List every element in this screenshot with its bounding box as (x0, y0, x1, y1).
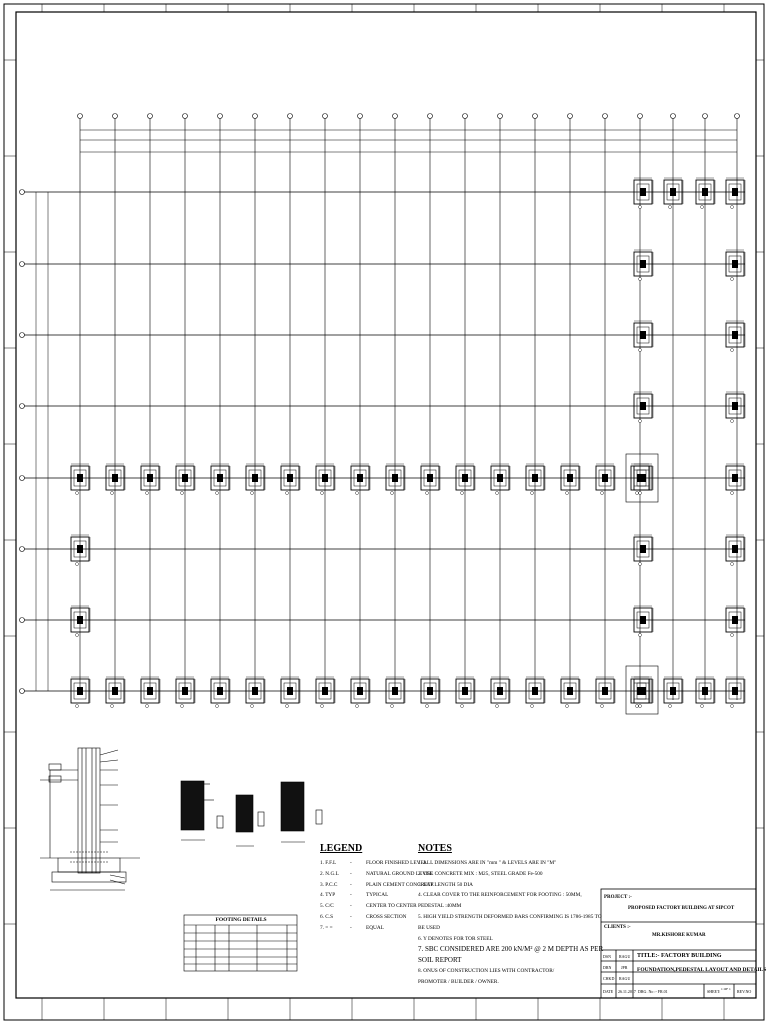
footing-pedestal (421, 677, 440, 708)
footing-pedestal (141, 677, 160, 708)
legend-item (320, 869, 434, 880)
footing-pedestal (726, 250, 745, 281)
grid-axis-horizontal (20, 262, 746, 267)
revision-number: REV.NO (737, 989, 752, 994)
legend-dash: - (350, 924, 352, 931)
legend-abbr: 2. N.G.L (320, 870, 339, 877)
footing-pedestal (281, 464, 300, 495)
drn-value: JPR (621, 965, 628, 970)
footing-pedestal (386, 464, 405, 495)
footing-pedestal (526, 464, 545, 495)
legend-dash: - (350, 870, 352, 877)
footing-pedestal (726, 464, 745, 495)
drawing-subtitle: FOUNDATION,PEDESTAL LAYOUT AND DETAILS (637, 967, 767, 973)
footing-pedestal (561, 464, 580, 495)
grid-axis-vertical (288, 114, 293, 692)
grid-axis-vertical (703, 114, 708, 701)
sheet-value: 1 OF 1 (721, 987, 731, 991)
grid-axis-vertical (323, 114, 328, 692)
footing-pedestal (246, 677, 265, 708)
note-item: 1. ALL DIMENSIONS ARE IN "mm " & LEVELS ARE IN "M" (418, 860, 557, 866)
grid-axis-vertical (358, 114, 363, 692)
footing-pedestal (596, 464, 615, 495)
grid-axis-vertical (671, 114, 676, 701)
footing-pedestal (634, 606, 653, 637)
date-label: DATE (603, 989, 614, 994)
footing-pedestal (211, 464, 230, 495)
clients-label: CLIENTS :- (604, 925, 631, 930)
footing-pedestal (561, 677, 580, 708)
grid-axis-vertical (148, 114, 153, 692)
note-item: 3. LAP LENGTH 50 DIA (418, 881, 473, 888)
footing-pedestal (696, 178, 715, 209)
footing-pedestal (726, 677, 745, 708)
grid-axis-vertical (183, 114, 188, 692)
grid-axis-horizontal (20, 333, 746, 338)
chkd-label: CHKD (603, 976, 615, 981)
legend-dash: - (350, 903, 352, 910)
foundation-plan (20, 114, 746, 715)
drn-label: DRN (603, 965, 612, 970)
footing-pedestal (71, 535, 90, 566)
dsn-value: RAGU (619, 954, 631, 959)
legend-item (320, 912, 434, 923)
footing-details-table (184, 915, 297, 971)
footing-pedestal (456, 464, 475, 495)
legend-title: LEGEND (320, 843, 363, 854)
footing-pedestal (634, 392, 653, 423)
legend-desc: FLOOR FINISHED LEVEL (366, 860, 427, 866)
legend-item (320, 890, 434, 901)
footing-pedestal (634, 535, 653, 566)
grid-axis-vertical (218, 114, 223, 692)
footing-pedestal (491, 677, 510, 708)
date-value: 26.11.2017 (618, 989, 636, 994)
grid-axis-vertical (113, 114, 118, 692)
footing-pedestal (71, 677, 90, 708)
dsn-label: DSN (603, 954, 612, 959)
legend-abbr: 1. F.F.L (320, 860, 337, 866)
footing-pedestal (526, 677, 545, 708)
notes-list (418, 858, 608, 988)
legend-list (320, 858, 434, 934)
pedestal-section-detail (40, 748, 140, 890)
note-item: 6. Y DENOTES FOR TOR STEEL (418, 935, 493, 942)
footing-pedestal (386, 677, 405, 708)
footing-pedestal (71, 606, 90, 637)
footing-pedestal (106, 464, 125, 495)
footing-pedestal (71, 464, 90, 495)
footing-pedestal (491, 464, 510, 495)
footing-pedestal (106, 677, 125, 708)
footing-pedestal (726, 535, 745, 566)
legend-desc: PLAIN CEMENT CONCRETE (366, 881, 434, 888)
legend-desc: TYPICAL (366, 892, 389, 899)
grid-axis-vertical (393, 114, 398, 692)
grid-axis-vertical (78, 114, 83, 692)
legend-item (320, 880, 434, 891)
footing-pedestal (726, 392, 745, 423)
footing-pedestal (176, 464, 195, 495)
grid-axis-vertical (463, 114, 468, 692)
client-name: MR.KISHORE KUMAR (652, 933, 706, 938)
note-item: 2. USE CONCRETE MIX : M25, STEEL GRADE Fe-500 (418, 870, 543, 877)
sheet-label: SHEET: (707, 989, 721, 994)
footing-pedestal (664, 677, 683, 708)
project-label: PROJECT :- (604, 895, 632, 900)
footing-pedestal (696, 677, 715, 708)
footing-pedestal (176, 677, 195, 708)
footing-pedestal (634, 321, 653, 352)
grid-axis-vertical (428, 114, 433, 692)
footing-pedestal (596, 677, 615, 708)
grid-axis-horizontal (20, 476, 746, 481)
grid-axis-horizontal (20, 689, 746, 694)
footing-pedestal (316, 464, 335, 495)
grid-axis-vertical (253, 114, 258, 692)
legend-abbr: 3. P.C.C (320, 881, 338, 888)
footing-pedestal (211, 677, 230, 708)
footing-pedestal (141, 464, 160, 495)
footing-pedestal (634, 250, 653, 281)
footing-pedestal (726, 178, 745, 209)
legend-item (320, 901, 434, 912)
footing-pedestal (664, 178, 683, 209)
legend-dash: - (350, 892, 352, 899)
legend-item (320, 858, 434, 869)
footing-pedestal (351, 677, 370, 708)
footing-pedestal (634, 178, 653, 209)
footing-pedestal (281, 677, 300, 708)
footing-pedestal (726, 606, 745, 637)
footing-pedestal (421, 464, 440, 495)
legend-desc: CROSS SECTION (366, 913, 407, 920)
title-label: TITLE:- (637, 953, 660, 959)
legend-dash: - (350, 913, 352, 920)
chkd-value: RAGU (619, 976, 631, 981)
footing-pedestal (316, 677, 335, 708)
note-item: 8. ONUS OF CONSTRUCTION LIES WITH CONTRACTOR/ (418, 967, 555, 974)
note-item: 4. CLEAR COVER TO THE REINFORCEMENT FOR FOOTING : 50MM, PEDESTAL :40MM (418, 892, 582, 910)
footing-pedestal (726, 321, 745, 352)
note-item: 7. SBC CONSIDERED ARE 200 kN/M² @ 2 M DEPTH AS PER SOIL REPORT (418, 945, 604, 965)
project-name: PROPOSED FACTORY BUILDING AT SIPCOT (628, 906, 735, 911)
legend-abbr: 5. C/C (320, 903, 334, 910)
grid-axis-vertical (603, 114, 608, 692)
grid-axis-horizontal (20, 404, 746, 409)
footing-pedestal (351, 464, 370, 495)
footing-details-title: FOOTING DETAILS (215, 917, 267, 923)
grid-axis-horizontal (20, 190, 746, 195)
legend-abbr: 7. = = (320, 924, 333, 931)
note-item: 5. HIGH YIELD STRENGTH DEFORMED BARS CONFIRMING IS 1786-1985 TO BE USED (418, 913, 602, 931)
grid-axis-horizontal (20, 547, 746, 552)
grid-axis-vertical (568, 114, 573, 692)
footing-pedestal (456, 677, 475, 708)
notes-title: NOTES (418, 843, 452, 854)
drawing-title: FACTORY BUILDING (661, 953, 722, 959)
grid-axis-vertical (533, 114, 538, 692)
legend-item (320, 923, 434, 934)
drawing-number: DRG. No :- FR.01 (638, 989, 668, 994)
grid-axis-vertical (498, 114, 503, 692)
legend-dash: - (350, 860, 352, 866)
note-item: PROMOTER / BUILDER / OWNER. (418, 978, 499, 985)
legend-abbr: 6. C.S (320, 913, 334, 920)
legend-dash: - (350, 881, 352, 888)
grid-axis-horizontal (20, 618, 746, 623)
legend-desc: EQUAL (366, 924, 384, 931)
legend-desc: NATURAL GROUND LEVEL (366, 870, 433, 877)
legend-abbr: 4. TYP (320, 892, 336, 899)
legend-desc: CENTER TO CENTER (366, 903, 417, 910)
footing-pedestal (246, 464, 265, 495)
pedestal-cross-sections (181, 781, 322, 846)
